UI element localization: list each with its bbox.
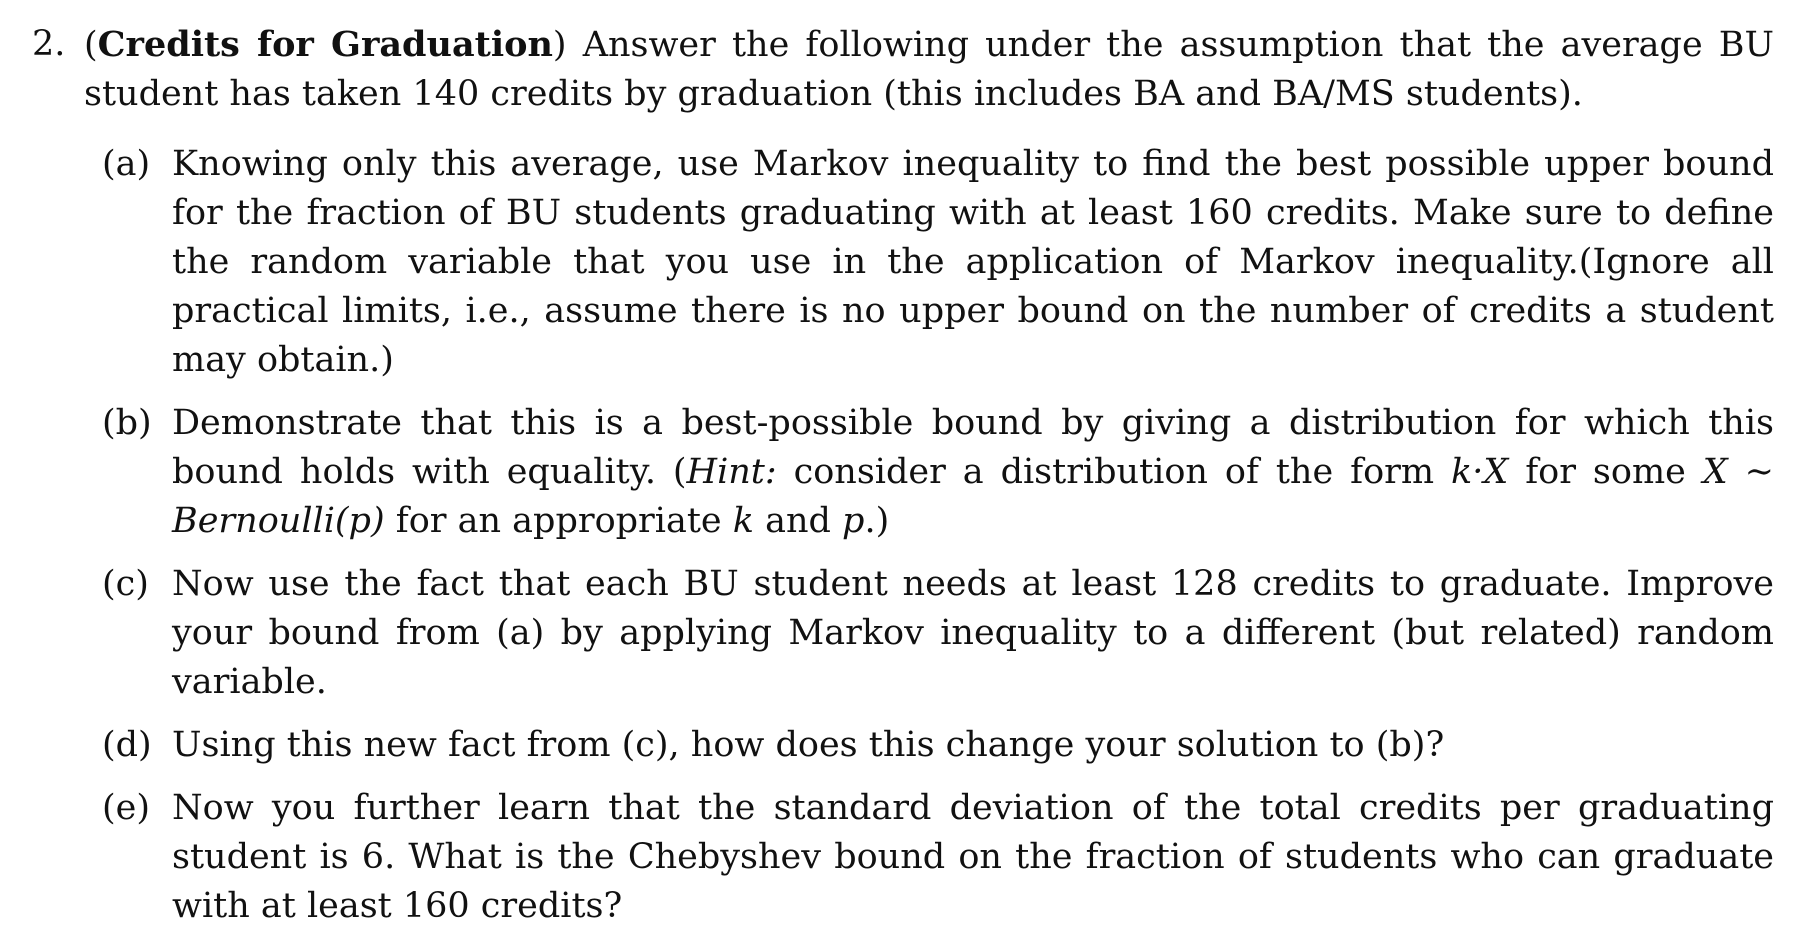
part-label: (e) [102,788,151,828]
part-b [32,399,1774,546]
part-text: Now you further learn that the standard deviation of the total credits per graduating student is 6. What is the Chebyshev bound on the fraction of students who can graduate with at least 160 credits? [172,788,1774,926]
problem-title: Credits for Graduation [97,24,553,65]
problem-statement [32,20,1774,119]
part-text: Knowing only this average, use Markov inequality to find the best possible upper bound for the fraction of BU students graduating with at least 160 credits. Make sure to define the random variable that you use in the application of Markov inequality.(Ignore all practical limits, i.e., assume there is no upper bound on the number of credits a student may obtain.) [172,144,1774,380]
math-expression: k·X [1451,452,1509,492]
title-open-paren: ( [84,25,98,65]
problem-2 [32,20,1774,119]
part-a [32,140,1774,385]
part-label: (c) [102,564,149,604]
math-expression: p [842,501,865,541]
part-text: consider a distribution of the form [776,452,1452,492]
hint-label: Hint: [686,452,777,492]
math-expression: X ∼ Bernoulli(p) [172,452,1774,541]
part-label: (a) [102,144,151,184]
part-text: Demonstrate that this is a best-possible bound by giving a distribution for which this bound holds with equality. ( [172,403,1774,492]
part-d [32,721,1774,770]
math-expression: k [732,501,754,541]
part-text: for an appropriate [384,501,733,541]
part-label: (d) [102,725,152,765]
part-text: for some [1508,452,1703,492]
part-text: .) [864,501,890,541]
part-e [32,784,1774,931]
problem-number: 2. [32,24,66,64]
problem-intro: Answer the following under the assumption that the average BU student has taken 140 credits by graduation (this includes BA and BA/MS students). [84,25,1775,114]
part-text: Now use the fact that each BU student needs at least 128 credits to graduate. Improve your bound from (a) by applying Markov inequality to a different (but related) random variable. [172,564,1774,702]
part-c [32,560,1774,707]
title-close-paren: ) [552,25,567,65]
sub-questions [32,140,1774,945]
part-text: Using this new fact from (c), how does this change your solution to (b)? [172,725,1445,765]
part-text: and [753,501,843,541]
part-label: (b) [102,403,152,443]
